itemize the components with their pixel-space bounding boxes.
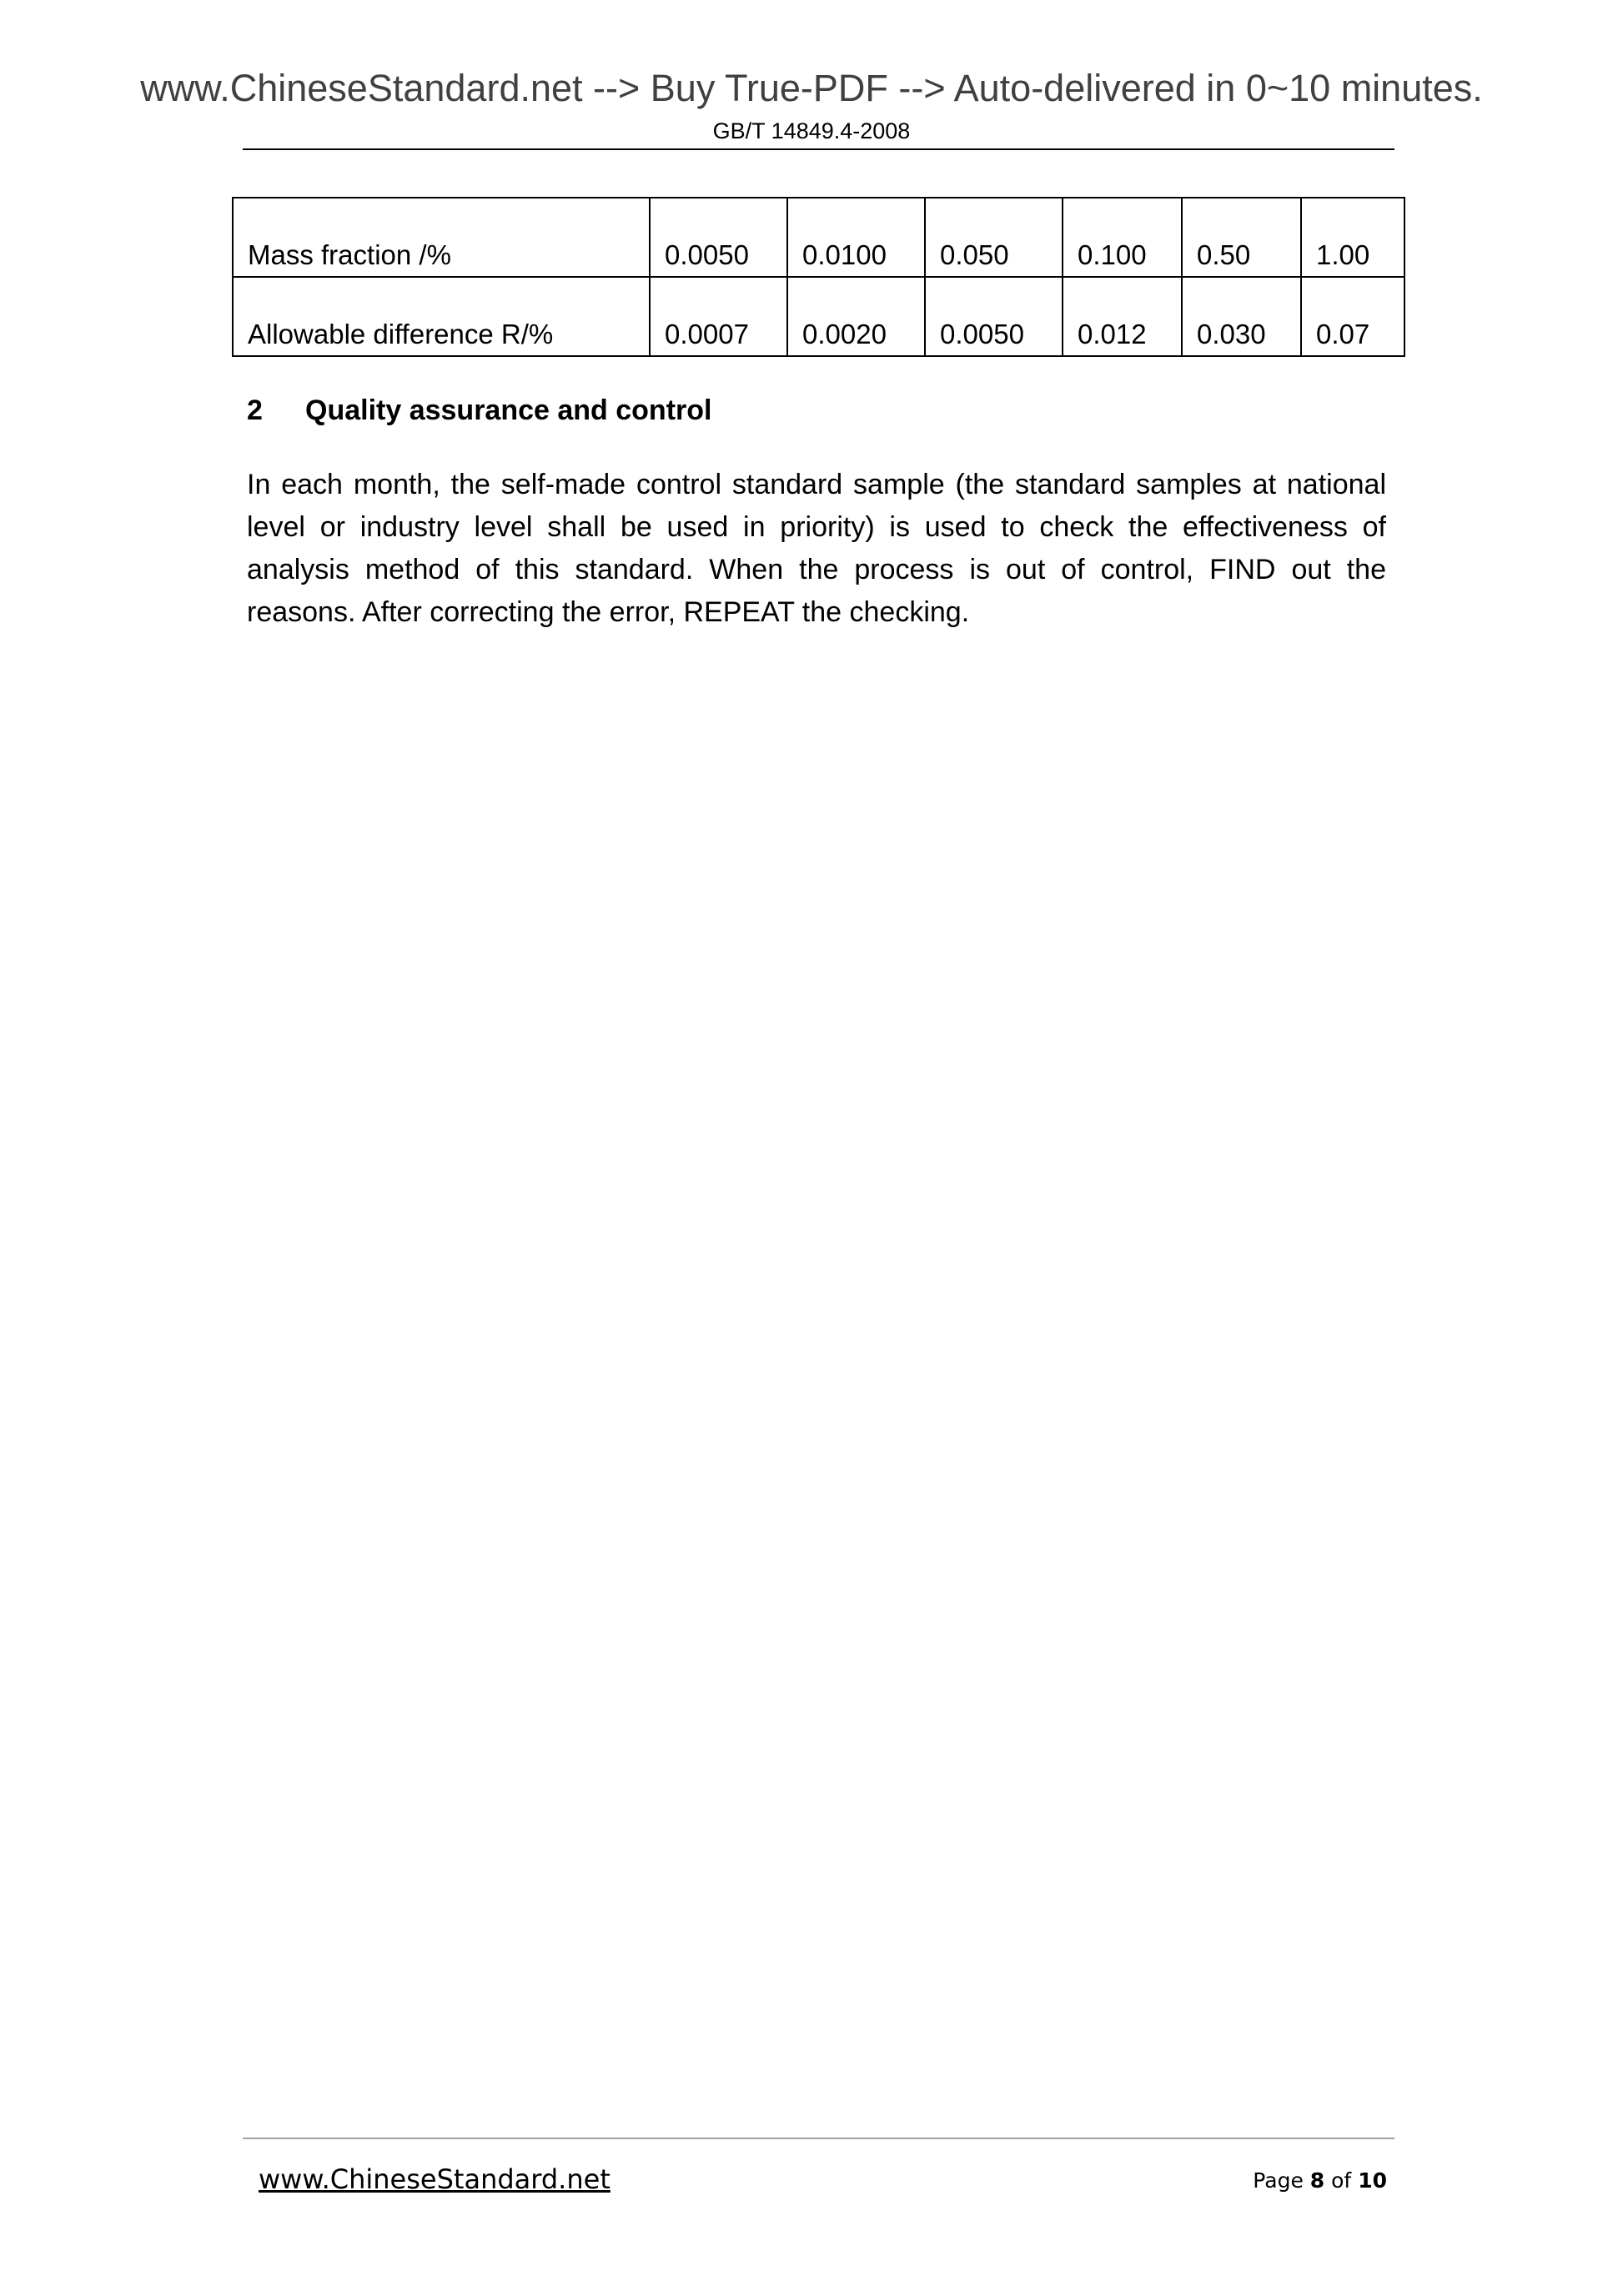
standard-code: GB/T 14849.4-2008 xyxy=(712,118,911,143)
header-rule xyxy=(243,148,1394,150)
table-cell: 0.0100 xyxy=(787,198,925,277)
table-cell: 0.100 xyxy=(1063,198,1182,277)
section-title: Quality assurance and control xyxy=(305,394,712,426)
page-word: Page xyxy=(1253,2168,1304,2193)
section-paragraph: In each month, the self-made control standard sample (the standard samples at national level or industry level shall be used in priority) is used to check the effectiveness of analysis method of this standard. When the process is out of control, FIND out the reasons. After correcting the error, REPEAT the checking. xyxy=(247,469,1386,628)
table-cell: 0.050 xyxy=(925,198,1063,277)
footer-rule xyxy=(243,2138,1394,2139)
table-cell: 0.07 xyxy=(1301,277,1404,356)
footer-site-link[interactable]: www.ChineseStandard.net xyxy=(259,2163,611,2195)
row-label-mass-fraction: Mass fraction /% xyxy=(233,198,650,277)
table-row xyxy=(233,198,1404,277)
table-cell: 0.0020 xyxy=(787,277,925,356)
row-label-allowable-difference: Allowable difference R/% xyxy=(233,277,650,356)
page-total: 10 xyxy=(1358,2168,1387,2193)
allowable-difference-table xyxy=(232,197,1405,357)
table-cell: 1.00 xyxy=(1301,198,1404,277)
table-cell: 0.0050 xyxy=(650,198,787,277)
section-number: 2 xyxy=(247,394,263,426)
page-number xyxy=(1253,2168,1387,2193)
site-banner: www.ChineseStandard.net --> Buy True-PDF --> Auto-delivered in 0~10 minutes. xyxy=(140,67,1483,109)
page-current: 8 xyxy=(1309,2168,1325,2193)
page-of: of xyxy=(1331,2168,1352,2193)
table-cell: 0.012 xyxy=(1063,277,1182,356)
table-cell: 0.030 xyxy=(1182,277,1301,356)
table-row xyxy=(233,277,1404,356)
table-cell: 0.0050 xyxy=(925,277,1063,356)
table-cell: 0.50 xyxy=(1182,198,1301,277)
section-heading xyxy=(247,392,711,429)
table-cell: 0.0007 xyxy=(650,277,787,356)
